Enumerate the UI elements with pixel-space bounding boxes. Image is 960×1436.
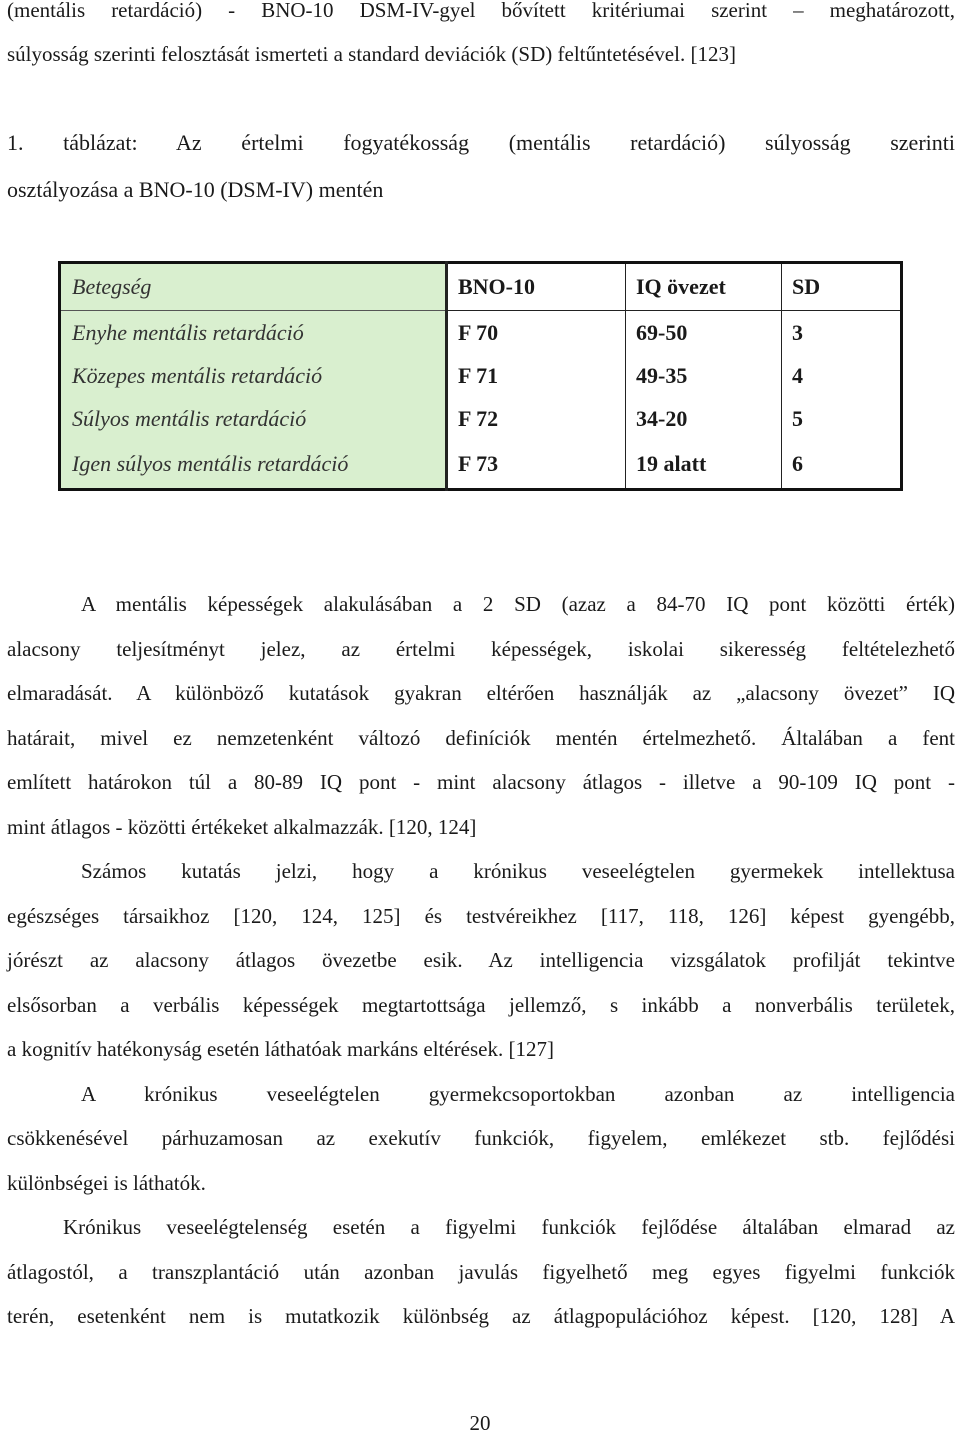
paragraph-1-line-2: alacsony teljesítményt jelez, az értelmi képességek, iskolai sikeresség feltételezhető bbox=[7, 637, 955, 661]
cell-diagnosis: Súlyos mentális retardáció bbox=[60, 397, 447, 440]
cell-bno-code: F 70 bbox=[447, 311, 626, 355]
paragraph-2-line-2: egészséges társaikhoz [120, 124, 125] és testvéreikhez [117, 118, 126] képest gyengébb, bbox=[7, 904, 955, 928]
intro-line-2: súlyosság szerinti felosztását ismerteti a standard deviációk (SD) feltűntetésével. [123] bbox=[7, 42, 736, 66]
cell-iq-range: 69-50 bbox=[626, 311, 782, 355]
table-row bbox=[60, 311, 902, 355]
table-row bbox=[60, 397, 902, 440]
paragraph-1-line-3: elmaradását. A különböző kutatások gyakran eltérően használják az „alacsony övezet” IQ bbox=[7, 681, 955, 705]
paragraph-2-line-5: a kognitív hatékonyság esetén láthatóak markáns eltérések. [127] bbox=[7, 1037, 554, 1061]
cell-bno-code: F 73 bbox=[447, 440, 626, 490]
paragraph-2-line-1: Számos kutatás jelzi, hogy a krónikus veseelégtelen gyermekek intellektusa bbox=[81, 859, 955, 883]
cell-sd: 4 bbox=[792, 362, 803, 388]
paragraph-4-line-1: Krónikus veseelégtelenség esetén a figyelmi funkciók fejlődése általában elmarad az bbox=[63, 1215, 955, 1239]
cell-iq-range: 49-35 bbox=[626, 354, 782, 397]
table-row bbox=[60, 440, 902, 490]
paragraph-4-line-3: terén, esetenként nem is mutatkozik különbség az átlagpopulációhoz képest. [120, 128] A bbox=[7, 1304, 955, 1328]
table-caption-line-2: osztályozása a BNO-10 (DSM-IV) mentén bbox=[7, 177, 384, 202]
paragraph-2-line-4: elsősorban a verbális képességek megtartottsága jellemző, s inkább a nonverbális területek, bbox=[7, 993, 955, 1017]
cell-diagnosis: Enyhe mentális retardáció bbox=[60, 311, 447, 355]
intro-line-1: (mentális retardáció) - BNO-10 DSM-IV-gyel bővített kritériumai szerint – meghatározott, bbox=[7, 0, 955, 22]
paragraph-3-line-3: különbségei is láthatók. bbox=[7, 1171, 206, 1195]
table-caption-line-1: 1. táblázat: Az értelmi fogyatékosság (mentális retardáció) súlyosság szerinti bbox=[7, 130, 955, 155]
table-row bbox=[60, 354, 902, 397]
header-betegseg: Betegség bbox=[60, 263, 447, 311]
cell-iq-range: 19 alatt bbox=[626, 440, 782, 490]
cell-bno-code: F 71 bbox=[447, 354, 626, 397]
paragraph-2-line-3: jórészt az alacsony átlagos övezetbe esik. Az intelligencia vizsgálatok profilját tekintve bbox=[7, 948, 955, 972]
cell-diagnosis: Közepes mentális retardáció bbox=[60, 354, 447, 397]
paragraph-4-line-2: átlagostól, a transzplantáció után azonban javulás figyelhető meg egyes figyelmi funkciók bbox=[7, 1260, 955, 1284]
cell-sd: 6 bbox=[792, 451, 803, 476]
cell-sd: 3 bbox=[792, 319, 803, 345]
paragraph-1-line-5: említett határokon túl a 80-89 IQ pont - mint alacsony átlagos - illetve a 90-109 IQ pont - bbox=[7, 770, 955, 794]
paragraph-1-line-1: A mentális képességek alakulásában a 2 SD (azaz a 84-70 IQ pont közötti érték) bbox=[81, 592, 955, 616]
paragraph-1-line-4: határait, mivel ez nemzetenként változó definíciók mentén értelmezhető. Általában a fent bbox=[7, 726, 955, 750]
paragraph-1-line-6: mint átlagos - közötti értékeket alkalmazzák. [120, 124] bbox=[7, 815, 477, 839]
header-iq-ovezet: IQ övezet bbox=[626, 263, 782, 311]
paragraph-3-line-1: A krónikus veseelégtelen gyermekcsoportokban azonban az intelligencia bbox=[81, 1082, 955, 1106]
table-header-row bbox=[60, 263, 902, 311]
paragraph-3-line-2: csökkenésével párhuzamosan az exekutív funkciók, figyelem, emlékezet stb. fejlődési bbox=[7, 1126, 955, 1150]
cell-bno-code: F 72 bbox=[447, 397, 626, 440]
header-bno10: BNO-10 bbox=[447, 263, 626, 311]
page-number: 20 bbox=[469, 1411, 491, 1435]
iq-classification-table bbox=[58, 261, 903, 491]
cell-iq-range: 34-20 bbox=[626, 397, 782, 440]
header-sd: SD bbox=[782, 263, 902, 311]
cell-sd: 5 bbox=[792, 405, 803, 431]
cell-diagnosis: Igen súlyos mentális retardáció bbox=[60, 440, 447, 490]
